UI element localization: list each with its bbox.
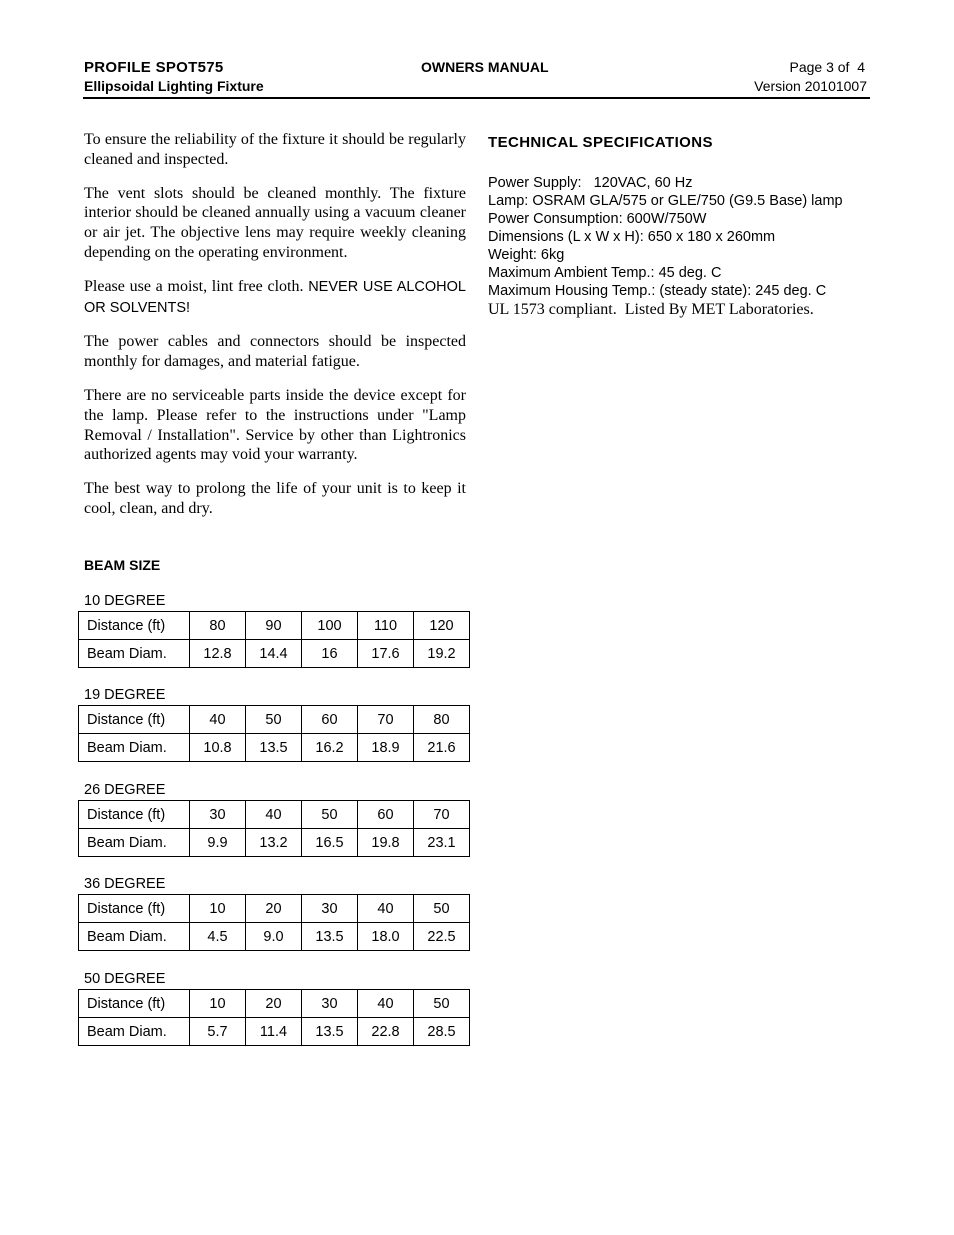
table-cell: 80 [414,706,470,734]
maintenance-section [84,130,466,533]
spec-power-supply: Power Supply: 120VAC, 60 Hz [488,175,693,191]
table-row [79,706,470,734]
distance-row-label: Distance (ft) [79,706,190,734]
maintenance-paragraph-3 [84,277,466,319]
table-cell: 10 [190,895,246,923]
product-subtitle: Ellipsoidal Lighting Fixture [84,78,264,94]
table-cell: 50 [414,895,470,923]
spec-housing-temp: Maximum Housing Temp.: (steady state): 245 deg. C [488,283,827,299]
beam-table-26-degree [78,800,470,857]
table-cell: 22.5 [414,923,470,951]
table-cell: 14.4 [246,640,302,668]
table-cell: 17.6 [358,640,414,668]
table-cell: 50 [414,990,470,1018]
table-cell: 23.1 [414,829,470,857]
document-title: OWNERS MANUAL [421,59,549,75]
maintenance-paragraph-5: There are no serviceable parts inside the device except for the lamp. Please refer to the instructions under "Lamp Removal / Installation". Service by other than Lightronics authorized agents may void your warranty. [84,386,466,464]
table-cell: 60 [358,801,414,829]
solvent-warning: NEVER USE ALCOHOL OR SOLVENTS! [84,278,466,316]
table-cell: 40 [190,706,246,734]
spec-ul-compliance: UL 1573 compliant. Listed By MET Laboratories. [488,301,814,318]
table-cell: 90 [246,612,302,640]
table-cell: 11.4 [246,1018,302,1046]
beam-table-10-degree [78,611,470,668]
table-cell: 13.2 [246,829,302,857]
table-row [79,1018,470,1046]
table-cell: 13.5 [302,923,358,951]
diameter-row-label: Beam Diam. [79,923,190,951]
table-cell: 13.5 [246,734,302,762]
table-cell: 5.7 [190,1018,246,1046]
tech-specs-list [488,174,888,319]
maintenance-paragraph-4: The power cables and connectors should be inspected monthly for damages, and material fatigue. [84,333,466,371]
table-cell: 40 [246,801,302,829]
tech-specs-heading: TECHNICAL SPECIFICATIONS [488,134,713,151]
header-rule [83,97,870,99]
beam-size-heading: BEAM SIZE [84,557,161,573]
maintenance-paragraph-1: To ensure the reliability of the fixture it should be regularly cleaned and inspected. [84,131,466,168]
table-cell: 10 [190,990,246,1018]
table-cell: 12.8 [190,640,246,668]
beam-table-label: 10 DEGREE [84,593,166,609]
distance-row-label: Distance (ft) [79,801,190,829]
table-cell: 110 [358,612,414,640]
table-row [79,640,470,668]
table-cell: 40 [358,990,414,1018]
distance-row-label: Distance (ft) [79,612,190,640]
beam-table-50-degree [78,989,470,1046]
diameter-row-label: Beam Diam. [79,829,190,857]
table-row [79,895,470,923]
table-cell: 10.8 [190,734,246,762]
table-cell: 19.8 [358,829,414,857]
table-cell: 80 [190,612,246,640]
table-cell: 13.5 [302,1018,358,1046]
table-cell: 100 [302,612,358,640]
distance-row-label: Distance (ft) [79,895,190,923]
table-cell: 19.2 [414,640,470,668]
table-cell: 50 [302,801,358,829]
spec-power-consumption: Power Consumption: 600W/750W [488,211,707,227]
table-cell: 16.2 [302,734,358,762]
table-row [79,990,470,1018]
table-cell: 22.8 [358,1018,414,1046]
table-cell: 30 [302,990,358,1018]
table-cell: 50 [246,706,302,734]
table-cell: 9.9 [190,829,246,857]
product-name: PROFILE SPOT575 [84,59,224,76]
table-cell: 21.6 [414,734,470,762]
page-number: Page 3 of 4 [789,59,865,75]
table-cell: 40 [358,895,414,923]
table-cell: 16 [302,640,358,668]
spec-weight: Weight: 6kg [488,247,565,263]
table-row [79,923,470,951]
table-cell: 9.0 [246,923,302,951]
table-cell: 4.5 [190,923,246,951]
beam-table-36-degree [78,894,470,951]
table-cell: 70 [414,801,470,829]
beam-table-19-degree [78,705,470,762]
distance-row-label: Distance (ft) [79,990,190,1018]
table-cell: 18.9 [358,734,414,762]
beam-table-label: 50 DEGREE [84,971,166,987]
beam-table-label: 36 DEGREE [84,876,166,892]
table-cell: 30 [190,801,246,829]
beam-table-label: 19 DEGREE [84,687,166,703]
table-cell: 18.0 [358,923,414,951]
spec-dimensions: Dimensions (L x W x H): 650 x 180 x 260mm [488,229,776,245]
diameter-row-label: Beam Diam. [79,640,190,668]
table-cell: 30 [302,895,358,923]
spec-ambient-temp: Maximum Ambient Temp.: 45 deg. C [488,265,722,281]
table-row [79,829,470,857]
version-number: Version 20101007 [754,78,867,94]
maintenance-paragraph-2: The vent slots should be cleaned monthly. The fixture interior should be cleaned annually using a vacuum cleaner or air jet. The objective lens may require weekly cleaning depending on the operating environment. [84,184,466,261]
cloth-instruction: Please use a moist, lint free cloth. [84,277,304,295]
spec-lamp: Lamp: OSRAM GLA/575 or GLE/750 (G9.5 Base) lamp [488,193,843,209]
table-cell: 70 [358,706,414,734]
table-cell: 120 [414,612,470,640]
table-cell: 20 [246,895,302,923]
maintenance-paragraph-6: The best way to prolong the life of your unit is to keep it cool, clean, and dry. [84,480,466,517]
diameter-row-label: Beam Diam. [79,1018,190,1046]
table-row [79,612,470,640]
table-row [79,801,470,829]
table-row [79,734,470,762]
table-cell: 20 [246,990,302,1018]
table-cell: 28.5 [414,1018,470,1046]
beam-table-label: 26 DEGREE [84,782,166,798]
table-cell: 60 [302,706,358,734]
diameter-row-label: Beam Diam. [79,734,190,762]
table-cell: 16.5 [302,829,358,857]
